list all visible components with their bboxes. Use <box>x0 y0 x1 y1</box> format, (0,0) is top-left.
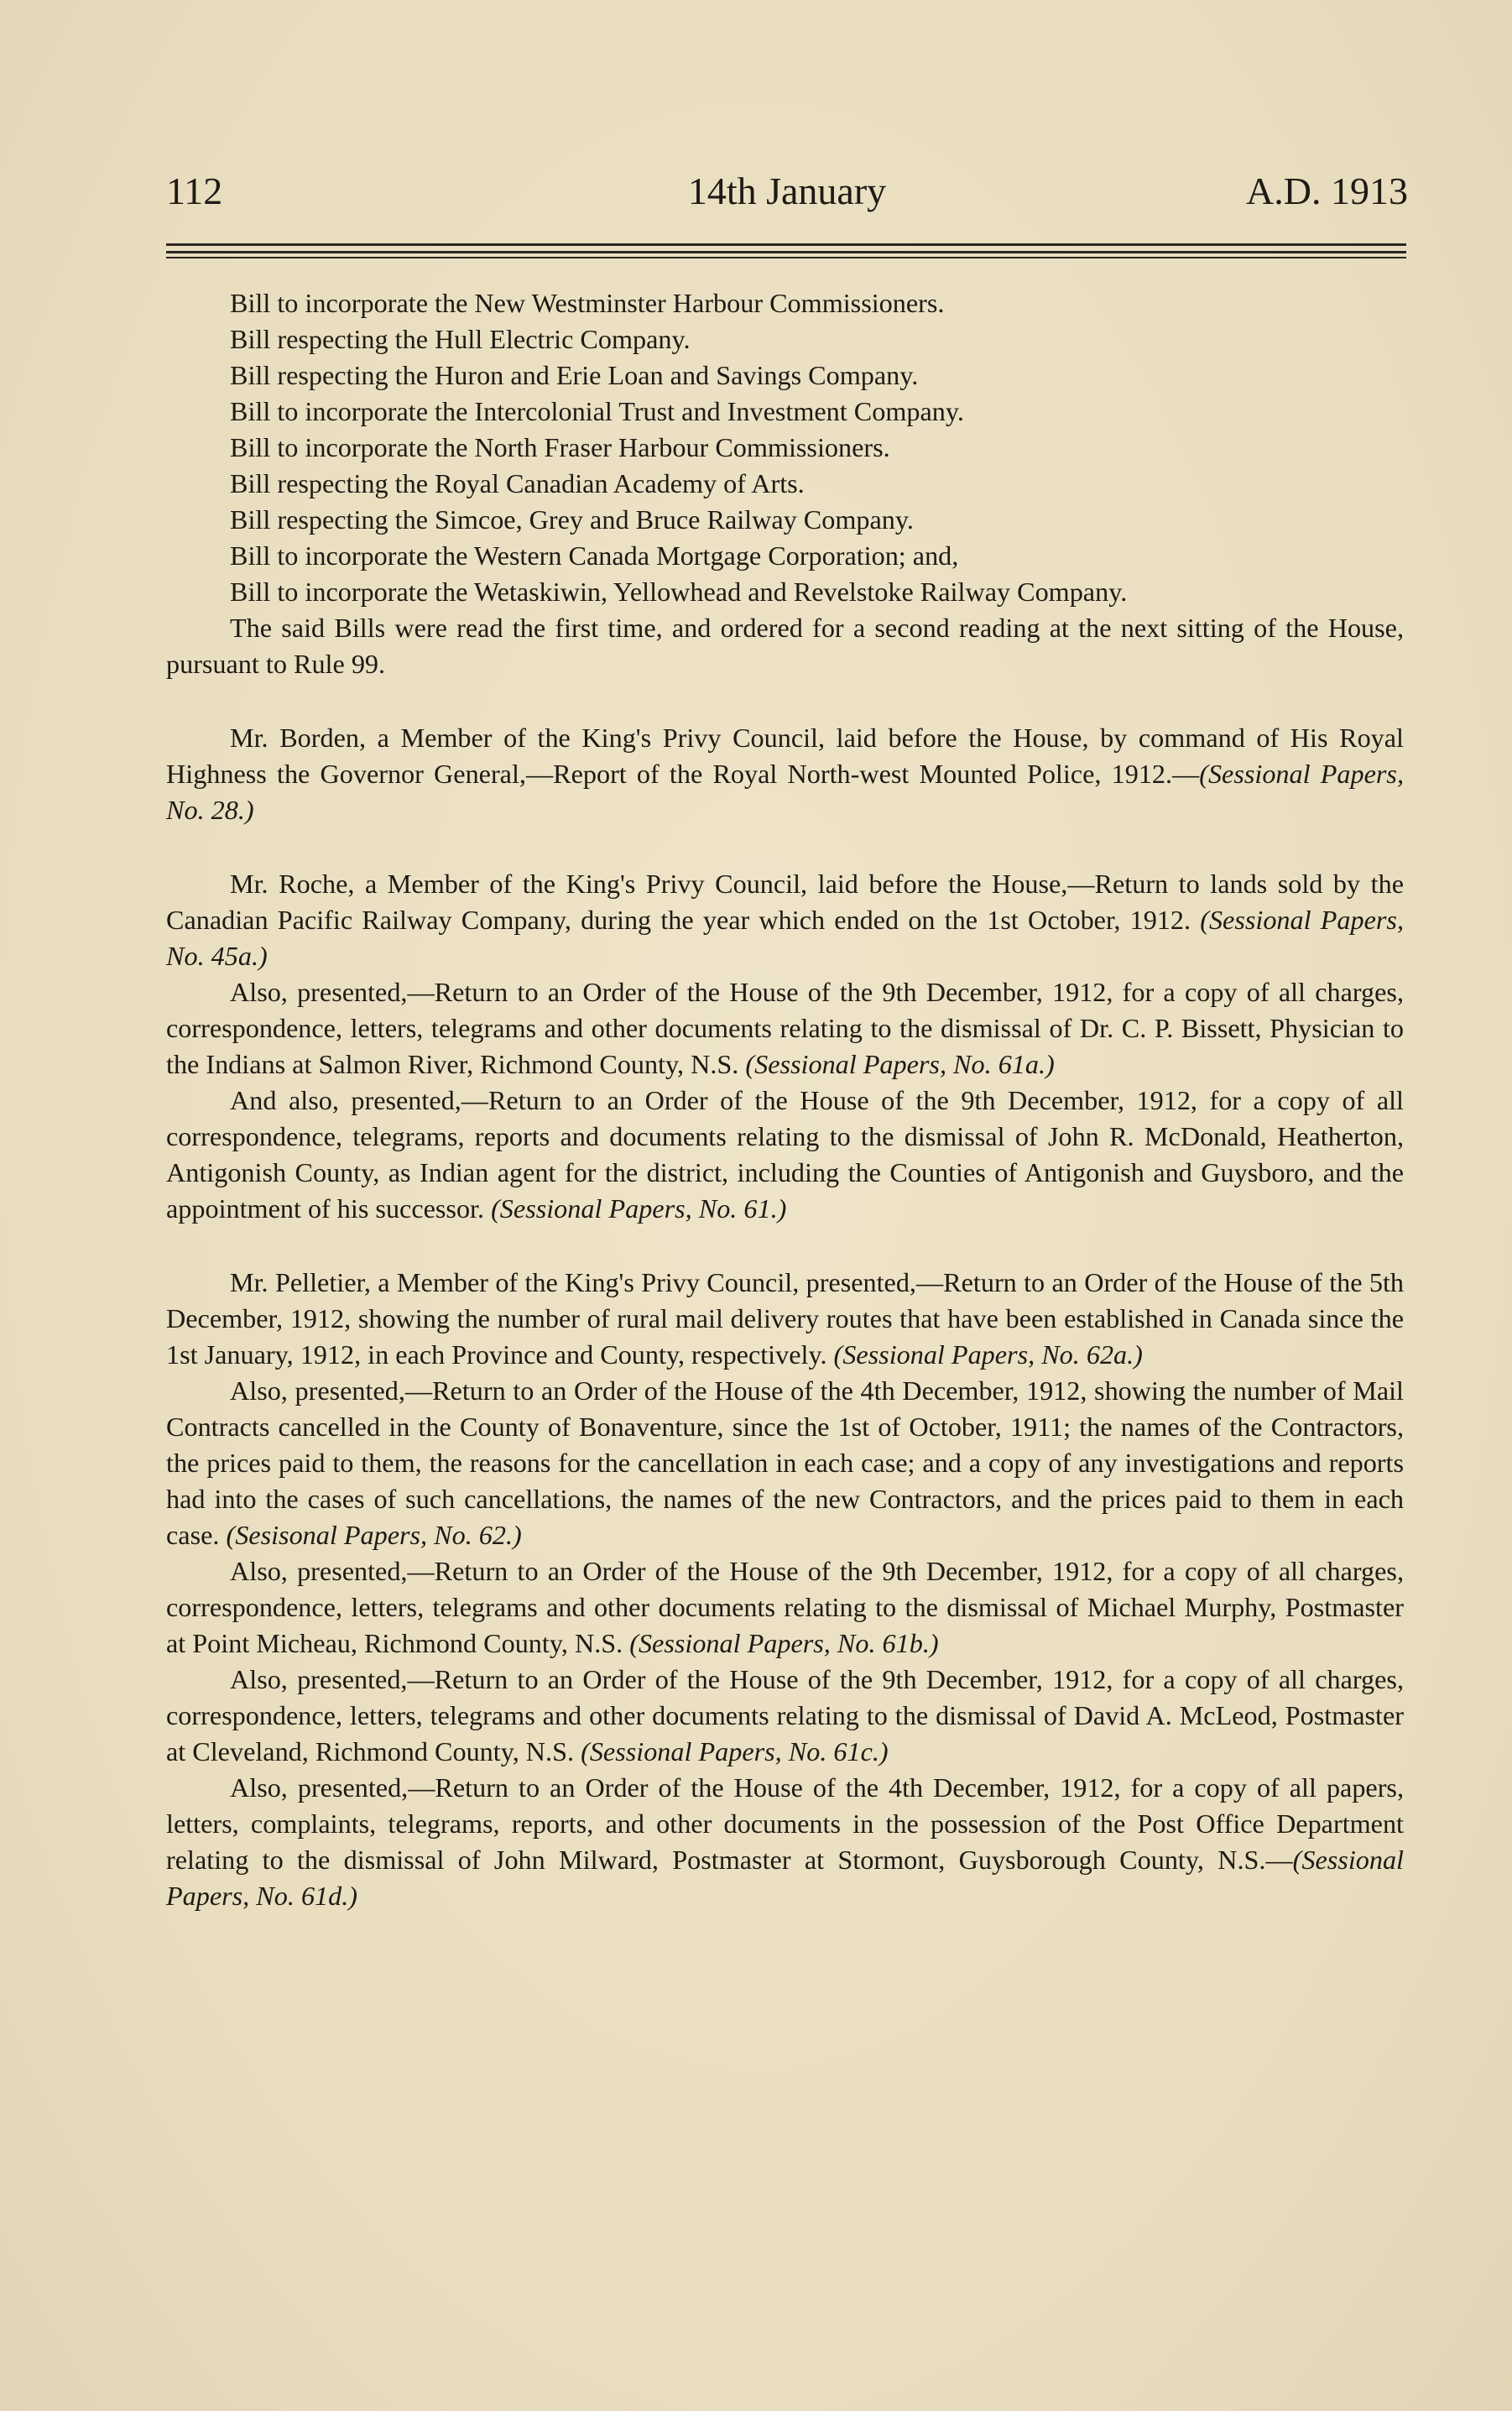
pelletier-paragraph <box>166 1770 1404 1914</box>
sessional-paper-ref: (Sessional Papers, No. 45a.) <box>166 905 1404 971</box>
paragraph-text: Mr. Roche, a Member of the King's Privy Council, laid before the House,—Return to lands sold by the Canadian Pacific Railway Company, during the year which ended on the 1st October, 1912. <box>166 869 1404 935</box>
paragraph-text: Also, presented,—Return to an Order of the House of the 4th December, 1912, for a copy of all papers, letters, complaints, telegrams, reports, and other documents in the possession of the Post Office Department relating to the dismissal of John Milward, Postmaster at Stormont, Guysborough County, N.S.— <box>166 1772 1404 1875</box>
sessional-paper-ref: (Sessional Papers, No. 28.) <box>166 759 1404 825</box>
bill-entry: Bill to incorporate the Wetaskiwin, Yellowhead and Revelstoke Railway Company. <box>230 577 1128 607</box>
paragraph-text: Also, presented,—Return to an Order of the House of the 9th December, 1912, for a copy of all charges, correspondence, letters, telegrams and other documents relating to the dismissal of Michael Murphy, Postmaster at Point Micheau, Richmond County, N.S. <box>166 1556 1404 1658</box>
roche-paragraph <box>166 974 1404 1083</box>
journal-body <box>166 285 1404 1914</box>
pelletier-paragraph <box>166 1662 1404 1770</box>
paragraph-text: Also, presented,—Return to an Order of the House of the 4th December, 1912, showing the number of Mail Contracts cancelled in the County of Bonaventure, since the 1st of October, 1911; the names of the Contractors, the prices paid to them, the reasons for the cancellation in each case; and a copy of any investigations and reports had into the cases of such cancellations, the names of the new Contractors, and the prices paid to them in each case. <box>166 1375 1404 1550</box>
roche-paragraph <box>166 1083 1404 1227</box>
pelletier-paragraph <box>166 1553 1404 1662</box>
paragraph-text: Mr. Borden, a Member of the King's Privy Council, laid before the House, by command of His Royal Highness the Governor General,—Report of the Royal North-west Mounted Police, 1912.— <box>166 723 1404 789</box>
sessional-paper-ref: (Sessional Papers, No. 61.) <box>491 1193 787 1224</box>
bill-entry: Bill to incorporate the Western Canada Mortgage Corporation; and, <box>230 540 959 571</box>
header-rule-bottom <box>166 257 1406 258</box>
sessional-paper-ref: (Sessional Papers, No. 61d.) <box>166 1845 1404 1911</box>
running-year: A.D. 1913 <box>1246 170 1408 212</box>
sessional-paper-ref: (Sessional Papers, No. 61b.) <box>629 1628 939 1658</box>
bill-entry: Bill respecting the Huron and Erie Loan and Savings Company. <box>230 360 919 390</box>
running-header <box>166 166 1408 217</box>
running-date: 14th January <box>687 170 887 212</box>
bills-read-note: The said Bills were read the first time, and ordered for a second reading at the next sitting of the House, pursuant to Rule 99. <box>166 613 1404 679</box>
bill-entry: Bill respecting the Royal Canadian Academy of Arts. <box>230 468 805 498</box>
header-rule-middle <box>166 251 1406 253</box>
paragraph-text: Also, presented,—Return to an Order of the House of the 9th December, 1912, for a copy of all charges, correspondence, letters, telegrams and other documents relating to the dismissal of Dr. C. P. Bissett, Physician to the Indians at Salmon River, Richmond County, N.S. <box>166 977 1404 1079</box>
sessional-paper-ref: (Sessional Papers, No. 61c.) <box>581 1736 889 1767</box>
paragraph-text: Mr. Pelletier, a Member of the King's Privy Council, presented,—Return to an Order of the House of the 5th December, 1912, showing the number of rural mail delivery routes that have been established in Canada since the 1st January, 1912, in each Province and County, respectively. <box>166 1267 1404 1370</box>
sessional-paper-ref: (Sessional Papers, No. 62a.) <box>833 1339 1143 1370</box>
paragraph-text: Also, presented,—Return to an Order of the House of the 9th December, 1912, for a copy of all charges, correspondence, letters, telegrams and other documents relating to the dismissal of David A. McLeod, Postmaster at Cleveland, Richmond County, N.S. <box>166 1664 1404 1767</box>
page-number: 112 <box>166 170 223 212</box>
sessional-paper-ref: (Sesisonal Papers, No. 62.) <box>226 1520 522 1550</box>
pelletier-paragraph <box>166 1265 1404 1373</box>
bill-entry: Bill to incorporate the North Fraser Harbour Commissioners. <box>230 432 890 462</box>
bill-entry: Bill respecting the Simcoe, Grey and Bruce Railway Company. <box>230 504 914 535</box>
paragraph-text: And also, presented,—Return to an Order of the House of the 9th December, 1912, for a copy of all correspondence, telegrams, reports and documents relating to the dismissal of John R. McDonald, Heatherton, Antigonish County, as Indian agent for the district, including the Counties of Antigonish and Guysboro, and the appointment of his successor. <box>166 1085 1404 1224</box>
bill-entry: Bill to incorporate the New Westminster Harbour Commissioners. <box>230 288 945 318</box>
section-gap <box>166 1227 1404 1265</box>
bill-entry: Bill respecting the Hull Electric Company. <box>230 324 691 354</box>
bill-entry: Bill to incorporate the Intercolonial Trust and Investment Company. <box>230 396 964 426</box>
pelletier-paragraph <box>166 1373 1404 1553</box>
section-gap <box>166 828 1404 866</box>
header-rule-top <box>166 243 1406 246</box>
roche-paragraph <box>166 866 1404 974</box>
borden-paragraph <box>166 720 1404 828</box>
section-gap <box>166 682 1404 720</box>
sessional-paper-ref: (Sessional Papers, No. 61a.) <box>745 1049 1055 1079</box>
